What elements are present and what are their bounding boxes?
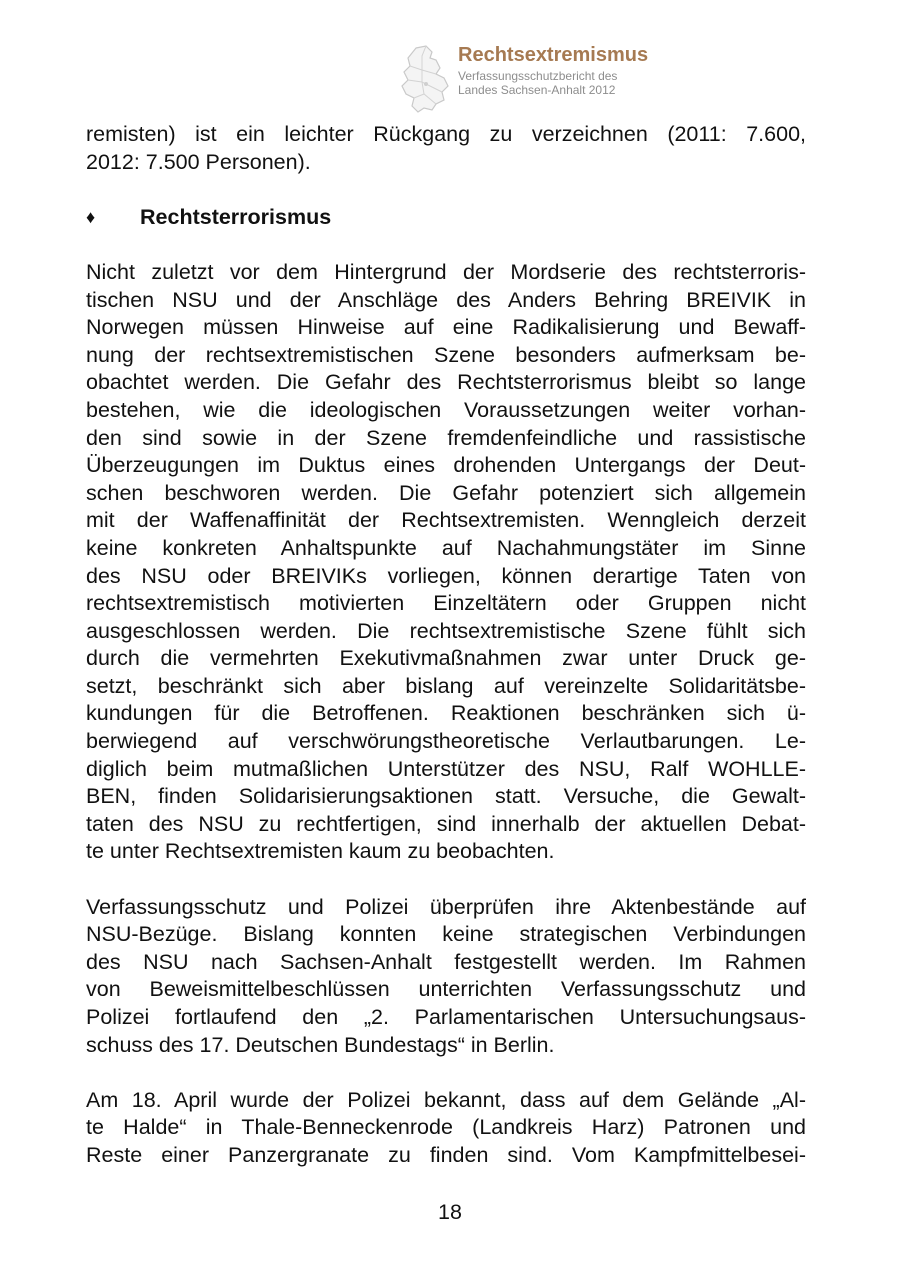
saxony-anhalt-map-icon: [396, 44, 458, 114]
text-line: des NSU nach Sachsen-Anhalt festgestellt werden. Im Rahmen: [86, 949, 806, 974]
header-subtitle-line-2: Landes Sachsen-Anhalt 2012: [458, 83, 616, 97]
diamond-bullet-icon: ♦: [86, 206, 96, 227]
text-line: te unter Rechtsextremisten kaum zu beobachten.: [86, 839, 555, 864]
text-line: obachtet werden. Die Gefahr des Rechtsterrorismus bleibt so lange: [86, 370, 806, 395]
text-line: Nicht zuletzt vor dem Hintergrund der Mordserie des rechtsterroris-: [86, 259, 806, 284]
header-title: Rechtsextremismus: [458, 44, 649, 66]
section-heading: [86, 204, 806, 232]
paragraph-nsu-bezuege: [86, 894, 806, 1060]
page-header: [396, 40, 696, 120]
text-line: Verfassungsschutz und Polizei überprüfen ihre Aktenbestände auf: [86, 894, 806, 919]
text-line: diglich beim mutmaßlichen Unterstützer des NSU, Ralf WOHLLE-: [86, 756, 806, 781]
text-line: keine konkreten Anhaltspunkte auf Nachahmungstäter im Sinne: [86, 535, 806, 560]
text-line: ausgeschlossen werden. Die rechtsextremistische Szene fühlt sich: [86, 618, 806, 643]
text-line: Polizei fortlaufend den „2. Parlamentarischen Untersuchungsaus-: [86, 1005, 806, 1029]
text-line: berwiegend auf verschwörungstheoretische Verlautbarungen. Le-: [86, 729, 806, 754]
text-line: NSU-Bezüge. Bislang konnten keine strategischen Verbindungen: [86, 922, 806, 947]
text-line: te Halde“ in Thale-Benneckenrode (Landkreis Harz) Patronen und: [86, 1115, 806, 1140]
text-line: remisten) ist ein leichter Rückgang zu verzeichnen (2011: 7.600,: [86, 122, 806, 146]
text-line: durch die vermehrten Exekutivmaßnahmen zwar unter Druck ge-: [86, 646, 806, 671]
text-line: schuss des 17. Deutschen Bundestags“ in Berlin.: [86, 1032, 555, 1057]
text-line: tischen NSU und der Anschläge des Anders Behring BREIVIK in: [86, 287, 806, 312]
text-line: rechtsextremistisch motivierten Einzeltätern oder Gruppen nicht: [86, 591, 806, 616]
text-line: Reste einer Panzergranate zu finden sind. Vom Kampfmittelbesei-: [86, 1142, 806, 1167]
section-heading-text: Rechtsterrorismus: [140, 204, 332, 229]
text-line: 2012: 7.500 Personen).: [86, 149, 311, 174]
paragraph-rechtsterrorismus: [86, 259, 806, 866]
text-line: schen beschworen werden. Die Gefahr potenziert sich allgemein: [86, 480, 806, 505]
text-line: mit der Waffenaffinität der Rechtsextremisten. Wenngleich derzeit: [86, 508, 806, 533]
text-line: bestehen, wie die ideologischen Voraussetzungen weiter vorhan-: [86, 397, 806, 422]
text-line: BEN, finden Solidarisierungsaktionen statt. Versuche, die Gewalt-: [86, 784, 806, 809]
header-subtitle-line-1: Verfassungsschutzbericht des: [458, 69, 618, 83]
text-line: nung der rechtsextremistischen Szene besonders aufmerksam be-: [86, 342, 806, 367]
paragraph-alte-halde: [86, 1087, 806, 1170]
text-line: Norwegen müssen Hinweise auf eine Radikalisierung und Bewaff-: [86, 315, 806, 340]
text-line: des NSU oder BREIVIKs vorliegen, können derartige Taten von: [86, 563, 806, 588]
text-line: Überzeugungen im Duktus eines drohenden Untergangs der Deut-: [86, 453, 806, 478]
page-number: 18: [438, 1200, 462, 1224]
text-line: kundungen für die Betroffenen. Reaktionen beschränken sich ü-: [86, 701, 806, 726]
text-line: den sind sowie in der Szene fremdenfeindliche und rassistische: [86, 425, 806, 450]
text-line: von Beweismittelbeschlüssen unterrichten Verfassungsschutz und: [86, 977, 806, 1002]
text-line: taten des NSU zu rechtfertigen, sind innerhalb der aktuellen Debat-: [86, 811, 806, 836]
text-line: setzt, beschränkt sich aber bislang auf vereinzelte Solidaritätsbe-: [86, 673, 806, 698]
document-body: [86, 121, 806, 1170]
text-line: Am 18. April wurde der Polizei bekannt, dass auf dem Gelände „Al-: [86, 1087, 806, 1112]
